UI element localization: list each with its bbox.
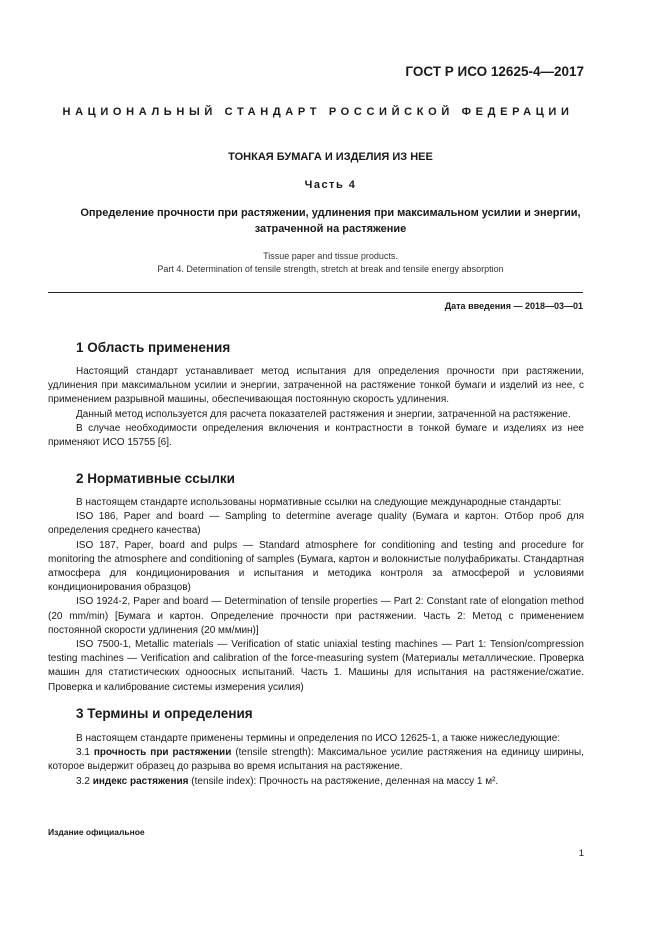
reference-iso-7500-1: ISO 7500-1, Metallic materials — Verification of static uniaxial testing machines — Part 1: Tension/compression testing machines — Verification and calibration of the force-measuring system (Материалы металлические. Проверка машин для статистических одноосных испытаний. Часть 1. Машины для испытания на растяжение/сжатие. Проверка и калибрование системы измерения усилия) — [48, 639, 584, 693]
definition-number: 3.2 — [76, 775, 93, 787]
english-title — [48, 250, 613, 276]
subtitle-line-2: затраченной на растяжение — [254, 223, 407, 235]
section-2-heading: 2 Нормативные ссылки — [76, 471, 235, 486]
definition-3-1 — [48, 746, 584, 774]
paragraph: Данный метод используется для расчета показателей растяжения и энергии, затраченной на растяжение. — [76, 408, 571, 420]
definition-text: (tensile strength): Максимальное усилие растяжения на единицу ширины, которое выдержит образец до разрыва во время испытания на растяжение. — [48, 747, 585, 773]
document-subtitle — [48, 205, 613, 237]
section-1-body — [48, 365, 584, 450]
section-1-heading: 1 Область применения — [76, 340, 231, 355]
paragraph: В настоящем стандарте применены термины и определения по ИСО 12625-1, а также нижеследующие: — [76, 733, 561, 744]
document-title: ТОНКАЯ БУМАГА И ИЗДЕЛИЯ ИЗ НЕЕ — [228, 151, 433, 163]
section-3-heading: 3 Термины и определения — [76, 706, 253, 721]
english-title-line-1: Tissue paper and tissue products. — [263, 251, 398, 261]
standard-number: ГОСТ Р ИСО 12625-4—2017 — [405, 64, 584, 79]
definition-term: прочность при растяжении — [93, 747, 232, 759]
introduction-date: Дата введения — 2018—03—01 — [444, 301, 583, 311]
reference-iso-186: ISO 186, Paper and board — Sampling to determine average quality (Бумага и картон. Отбор проб для определения среднего качества) — [48, 511, 584, 537]
national-standard-banner: НАЦИОНАЛЬНЫЙ СТАНДАРТ РОССИЙСКОЙ ФЕДЕРАЦИИ — [62, 106, 574, 118]
definition-3-2 — [48, 775, 584, 789]
official-edition-label: Издание официальное — [48, 827, 145, 837]
definition-number: 3.1 — [76, 747, 94, 759]
paragraph: В настоящем стандарте использованы нормативные ссылки на следующие международные стандарты: — [76, 497, 562, 508]
section-2-body — [48, 496, 584, 695]
part-label: Часть 4 — [304, 179, 357, 191]
reference-iso-187: ISO 187, Paper, board and pulps — Standard atmosphere for conditioning and testing and procedure for monitoring the atmosphere and conditioning of samples (Бумага, картон и волокнистые полуфабрикаты. Стандартная атмосфера для кондиционирования и испытания и методика контроля за атмосферой и условиями кондиционирования образцов) — [48, 539, 584, 594]
paragraph: В случае необходимости определения включения и контрастности в тонкой бумаге и изделиях из нее применяют ИСО 15755 [6]. — [48, 422, 584, 449]
page-number: 1 — [578, 848, 584, 859]
reference-iso-1924-2: ISO 1924-2, Paper and board — Determination of tensile properties — Part 2: Constant rate of elongation method (20 mm/min) [Бумага и картон. Определение прочности при растяжении. Часть 2: Метод с применением постоянной скорости удлинения (20 мм/мин)] — [48, 596, 584, 636]
divider — [48, 292, 583, 293]
section-3-body — [48, 732, 584, 789]
english-title-line-2: Part 4. Determination of tensile strength, stretch at break and tensile energy absorption — [157, 264, 504, 274]
definition-text: (tensile index): Прочность на растяжение, деленная на массу 1 м². — [188, 775, 499, 787]
definition-term: индекс растяжения — [92, 775, 189, 787]
paragraph: Настоящий стандарт устанавливает метод испытания для определения прочности при растяжении, удлинения при максимальном усилии и энергии, затраченной на растяжение тонкой бумаги и изделий из нее, с применением разрывной машины, обеспечивающая постоянную скорость удлинения. — [48, 366, 584, 406]
subtitle-line-1: Определение прочности при растяжении, удлинения при максимальном усилии и энергии, — [80, 207, 581, 219]
